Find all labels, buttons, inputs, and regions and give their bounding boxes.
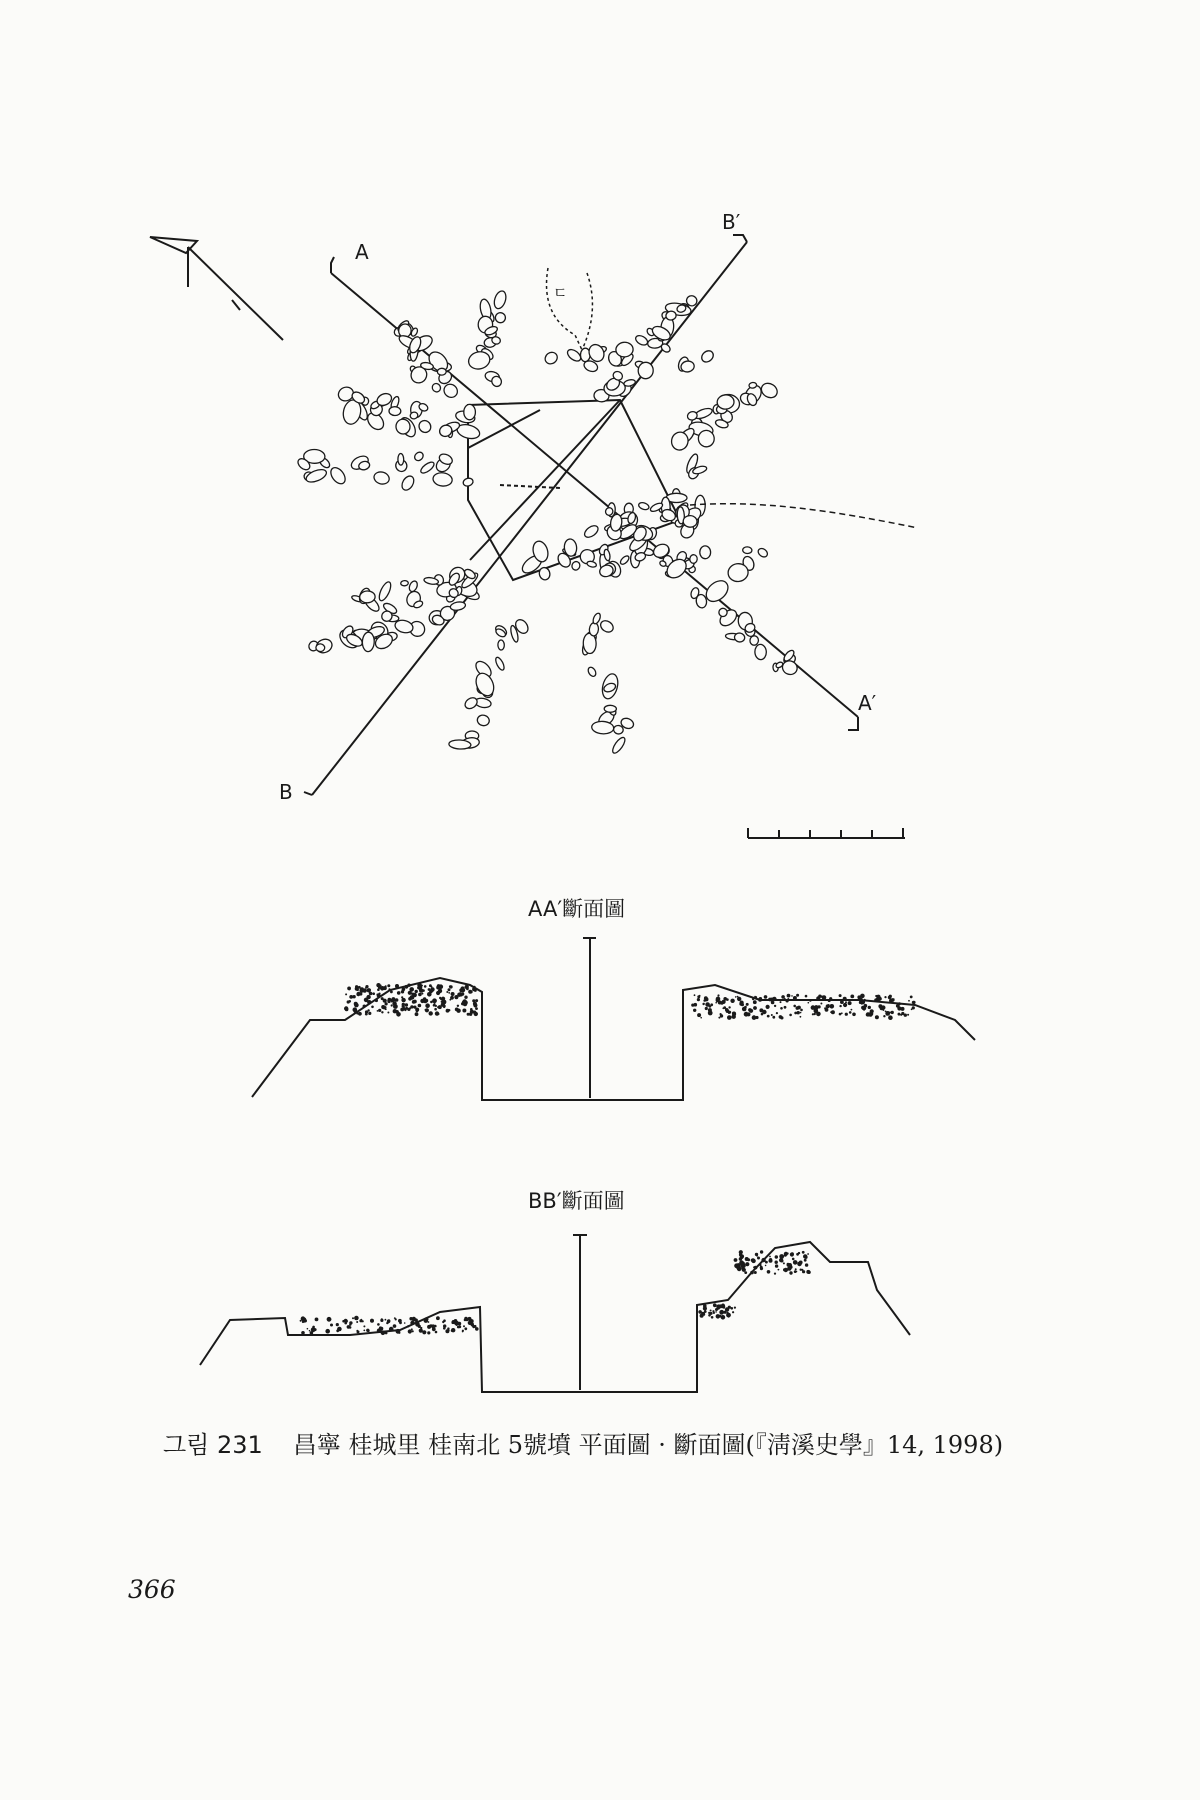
plan-marker-a: A	[355, 240, 369, 264]
figure-caption-text: 昌寧 桂城里 桂南北 5號墳 平面圖 · 斷面圖(『淸溪史學』14, 1998)	[292, 1431, 1004, 1459]
page-number: 366	[128, 1575, 176, 1604]
section-aa-title: AA′斷面圖	[528, 897, 626, 921]
plan-marker-b-prime: B′	[722, 210, 741, 234]
plan-marker-c: ㄷ	[553, 284, 568, 302]
section-bb-title: BB′斷面圖	[528, 1189, 625, 1213]
figure-number: 그림 231	[163, 1431, 263, 1459]
plan-marker-b: B	[279, 780, 293, 804]
figure-caption	[163, 1425, 1003, 1460]
plan-marker-a-prime: A′	[858, 691, 877, 715]
